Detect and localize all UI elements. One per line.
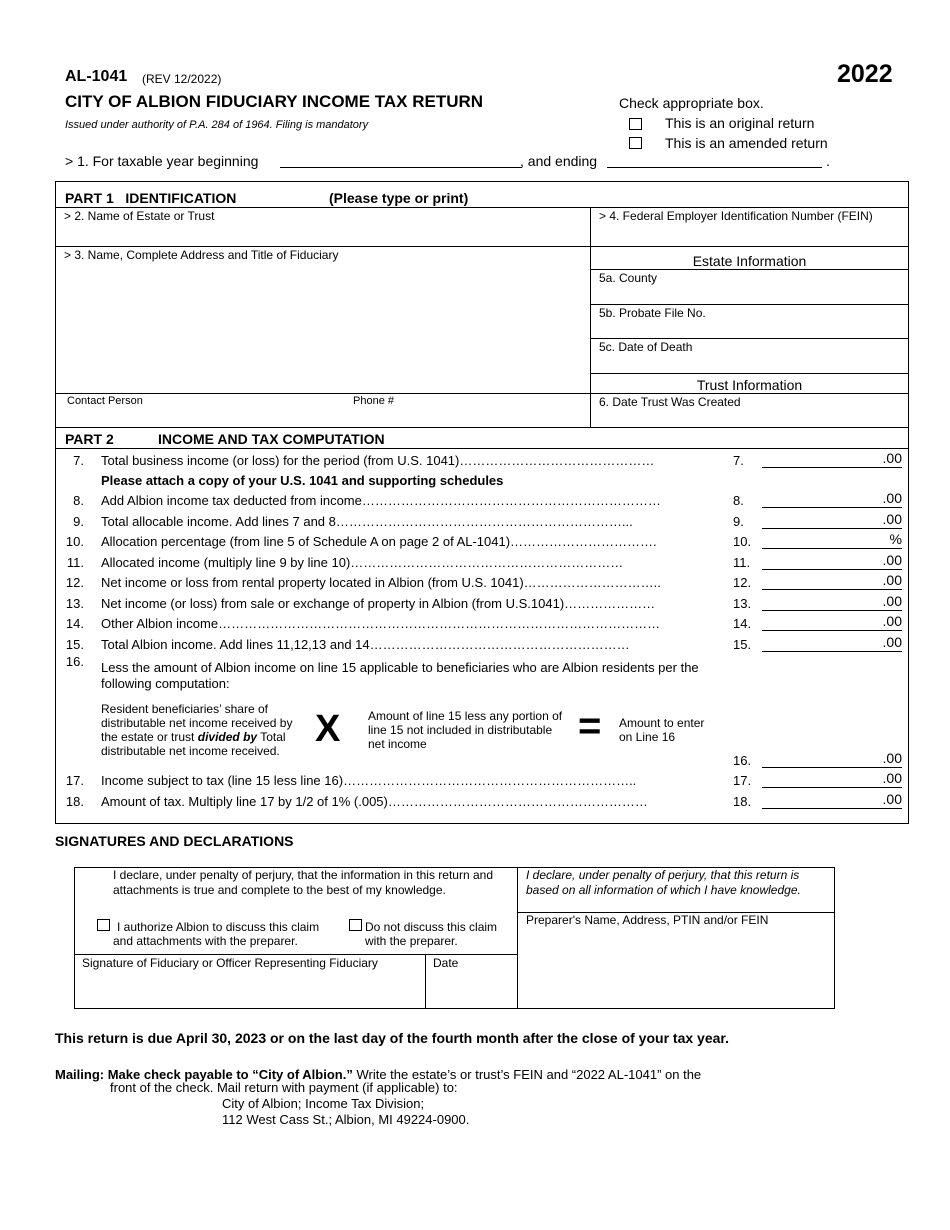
- amended-return-label: This is an amended return: [665, 135, 828, 151]
- calc-left-text-2: Total distributable net income received.: [101, 730, 286, 758]
- calc-left-bold: divided by: [197, 730, 258, 744]
- line-ref: 16.: [733, 753, 752, 768]
- divider: [425, 954, 426, 1009]
- line9-text: Total allocable income. Add lines 7 and 8…………………………………………………………...: [101, 514, 633, 529]
- line17-amount[interactable]: .00: [762, 771, 902, 788]
- line18-amount[interactable]: .00: [762, 792, 902, 809]
- amended-return-checkbox[interactable]: [629, 137, 642, 149]
- line1-period: .: [826, 153, 830, 169]
- line2-label[interactable]: > 2. Name of Estate or Trust: [64, 209, 215, 223]
- divider: [591, 269, 908, 270]
- divider: [56, 427, 908, 428]
- line-ref: 18.: [733, 794, 752, 809]
- due-date-note: This return is due April 30, 2023 or on the last day of the fourth month after the close of your tax year.: [55, 1030, 729, 1046]
- part2-title: PART 2: [65, 431, 114, 447]
- form-title: CITY OF ALBION FIDUCIARY INCOME TAX RETURN: [65, 92, 484, 111]
- equals-sign: =: [578, 704, 602, 748]
- check-box-label: Check appropriate box.: [619, 95, 764, 111]
- line8-amount[interactable]: .00: [762, 491, 902, 508]
- line-ref: 14.: [733, 616, 752, 631]
- line14-amount[interactable]: .00: [762, 614, 902, 631]
- line16-text: Less the amount of Albion income on line 15 applicable to beneficiaries who are Albion residents per the following computation:: [101, 660, 699, 691]
- line7-text: Total business income (or loss) for the period (from U.S. 1041)………………………………………: [101, 453, 655, 468]
- preparer-field-label[interactable]: Preparer's Name, Address, PTIN and/or FEIN: [526, 913, 769, 927]
- authorize-label: I authorize Albion to discuss this claim and attachments with the preparer.: [113, 920, 320, 948]
- line-number: 12.: [65, 575, 84, 590]
- declaration-left: I declare, under penalty of perjury, that the information in this return and attachments is true and complete to the best of my knowledge.: [113, 868, 493, 897]
- line11-amount[interactable]: .00: [762, 553, 902, 570]
- line-ref: 12.: [733, 575, 752, 590]
- part1-subtitle: (Please type or print): [329, 190, 469, 206]
- line-number: 15.: [65, 637, 84, 652]
- contact-person-label[interactable]: Contact Person: [67, 395, 143, 407]
- divider: [517, 867, 518, 1009]
- line3-label[interactable]: > 3. Name, Complete Address and Title of Fiduciary: [64, 248, 339, 262]
- part1-title: PART 1 IDENTIFICATION: [65, 190, 237, 206]
- divider: [591, 373, 908, 374]
- divider: [56, 246, 908, 247]
- line-ref: 7.: [733, 453, 744, 468]
- taxable-year-end-field[interactable]: [607, 167, 822, 168]
- do-not-discuss-checkbox[interactable]: [349, 919, 362, 931]
- line-number: 8.: [73, 493, 84, 508]
- calc-left-text: Resident beneficiaries’ share of distributable net income received by the estate or trust: [101, 702, 293, 744]
- line-ref: 8.: [733, 493, 744, 508]
- multiply-sign: X: [315, 708, 341, 750]
- divider: [591, 338, 908, 339]
- line13-amount[interactable]: .00: [762, 594, 902, 611]
- do-not-discuss-label: Do not discuss this claim with the preparer.: [365, 920, 498, 948]
- signature-field-label[interactable]: Signature of Fiduciary or Officer Representing Fiduciary: [82, 956, 378, 970]
- line16-amount[interactable]: .00: [762, 751, 902, 768]
- mailing-address-2: 112 West Cass St.; Albion, MI 49224-0900.: [222, 1112, 470, 1127]
- line-number: 16.: [65, 654, 84, 669]
- line-ref: 10.: [733, 534, 752, 549]
- mailing-rest: Write the estate’s or trust’s FEIN and “2022 AL-1041” on the: [352, 1067, 702, 1082]
- line9-amount[interactable]: .00: [762, 512, 902, 529]
- line-number: 9.: [73, 514, 84, 529]
- line15-text: Total Albion income. Add lines 11,12,13 and 14……………………………………………………: [101, 637, 630, 652]
- line-ref: 17.: [733, 773, 752, 788]
- line-number: 14.: [65, 616, 84, 631]
- line-ref: 13.: [733, 596, 752, 611]
- mailing-address-1: City of Albion; Income Tax Division;: [222, 1096, 425, 1111]
- divider: [590, 207, 591, 427]
- line4-label[interactable]: > 4. Federal Employer Identification Number (FEIN): [599, 209, 873, 223]
- line10-amount[interactable]: %: [762, 532, 902, 549]
- estate-information-heading: Estate Information: [692, 253, 807, 269]
- divider: [56, 393, 908, 394]
- line13-text: Net income (or loss) from sale or exchange of property in Albion (from U.S.1041)…………………: [101, 596, 656, 611]
- signatures-title: SIGNATURES AND DECLARATIONS: [55, 833, 294, 849]
- line5a-county[interactable]: 5a. County: [599, 271, 658, 285]
- tax-year: 2022: [837, 60, 893, 88]
- line-ref: 15.: [733, 637, 752, 652]
- line15-amount[interactable]: .00: [762, 635, 902, 652]
- line1-label: > 1. For taxable year beginning: [65, 153, 259, 169]
- line-number: 18.: [65, 794, 84, 809]
- date-field-label[interactable]: Date: [433, 956, 459, 970]
- divider: [591, 304, 908, 305]
- mailing-bold: Mailing: Make check payable to “City of Albion.”: [55, 1067, 353, 1082]
- line14-text: Other Albion income…………………………………………………………………………………………: [101, 616, 661, 631]
- form-revision: (REV 12/2022): [142, 72, 222, 86]
- line-number: 10.: [65, 534, 84, 549]
- form-id: AL-1041: [65, 68, 128, 85]
- phone-label[interactable]: Phone #: [353, 395, 394, 407]
- line7-amount[interactable]: .00: [762, 451, 902, 468]
- authority-note: Issued under authority of P.A. 284 of 1964. Filing is mandatory: [65, 119, 369, 131]
- line18-text: Amount of tax. Multiply line 17 by 1/2 of 1% (.005)……………………………………………………: [101, 794, 648, 809]
- line5b-probate-file[interactable]: 5b. Probate File No.: [599, 306, 706, 320]
- line17-text: Income subject to tax (line 15 less line 16)…………………………………………………………..: [101, 773, 637, 788]
- declaration-right: I declare, under penalty of perjury, that this return is based on all information of which I have knowledge.: [526, 868, 801, 897]
- divider: [56, 207, 908, 208]
- part2-subtitle: INCOME AND TAX COMPUTATION: [158, 431, 385, 447]
- calc-right: Amount to enter on Line 16: [619, 716, 705, 744]
- original-return-label: This is an original return: [665, 115, 815, 131]
- line5c-date-of-death[interactable]: 5c. Date of Death: [599, 340, 693, 354]
- trust-information-heading: Trust Information: [696, 377, 803, 393]
- line12-amount[interactable]: .00: [762, 573, 902, 590]
- line-number: 11.: [66, 555, 84, 570]
- line1-and-ending: , and ending: [520, 153, 598, 169]
- line11-text: Allocated income (multiply line 9 by line 10)………………………………………………………: [101, 555, 624, 570]
- line-number: 17.: [65, 773, 84, 788]
- line12-text: Net income or loss from rental property located in Albion (from U.S. 1041)…………………………..: [101, 575, 661, 590]
- line-number: 13.: [65, 596, 84, 611]
- taxable-year-begin-field[interactable]: [280, 167, 522, 168]
- original-return-checkbox[interactable]: [629, 118, 642, 130]
- mailing-line2: front of the check. Mail return with payment (if applicable) to:: [110, 1080, 458, 1095]
- authorize-checkbox[interactable]: [97, 919, 110, 931]
- line6-date-trust-created[interactable]: 6. Date Trust Was Created: [599, 395, 741, 409]
- line-number: 7.: [73, 453, 84, 468]
- divider: [56, 448, 908, 449]
- line-ref: 9.: [733, 514, 744, 529]
- line10-text: Allocation percentage (from line 5 of Schedule A on page 2 of AL-1041)…………………………….: [101, 534, 657, 549]
- calc-left: [101, 702, 306, 758]
- line-ref: 11.: [733, 555, 751, 570]
- line8-text: Add Albion income tax deducted from income……………………………………………………………: [101, 493, 661, 508]
- divider: [75, 954, 517, 955]
- calc-middle: Amount of line 15 less any portion of line 15 not included in distributable net income: [368, 709, 563, 751]
- attach-note: Please attach a copy of your U.S. 1041 and supporting schedules: [101, 473, 504, 488]
